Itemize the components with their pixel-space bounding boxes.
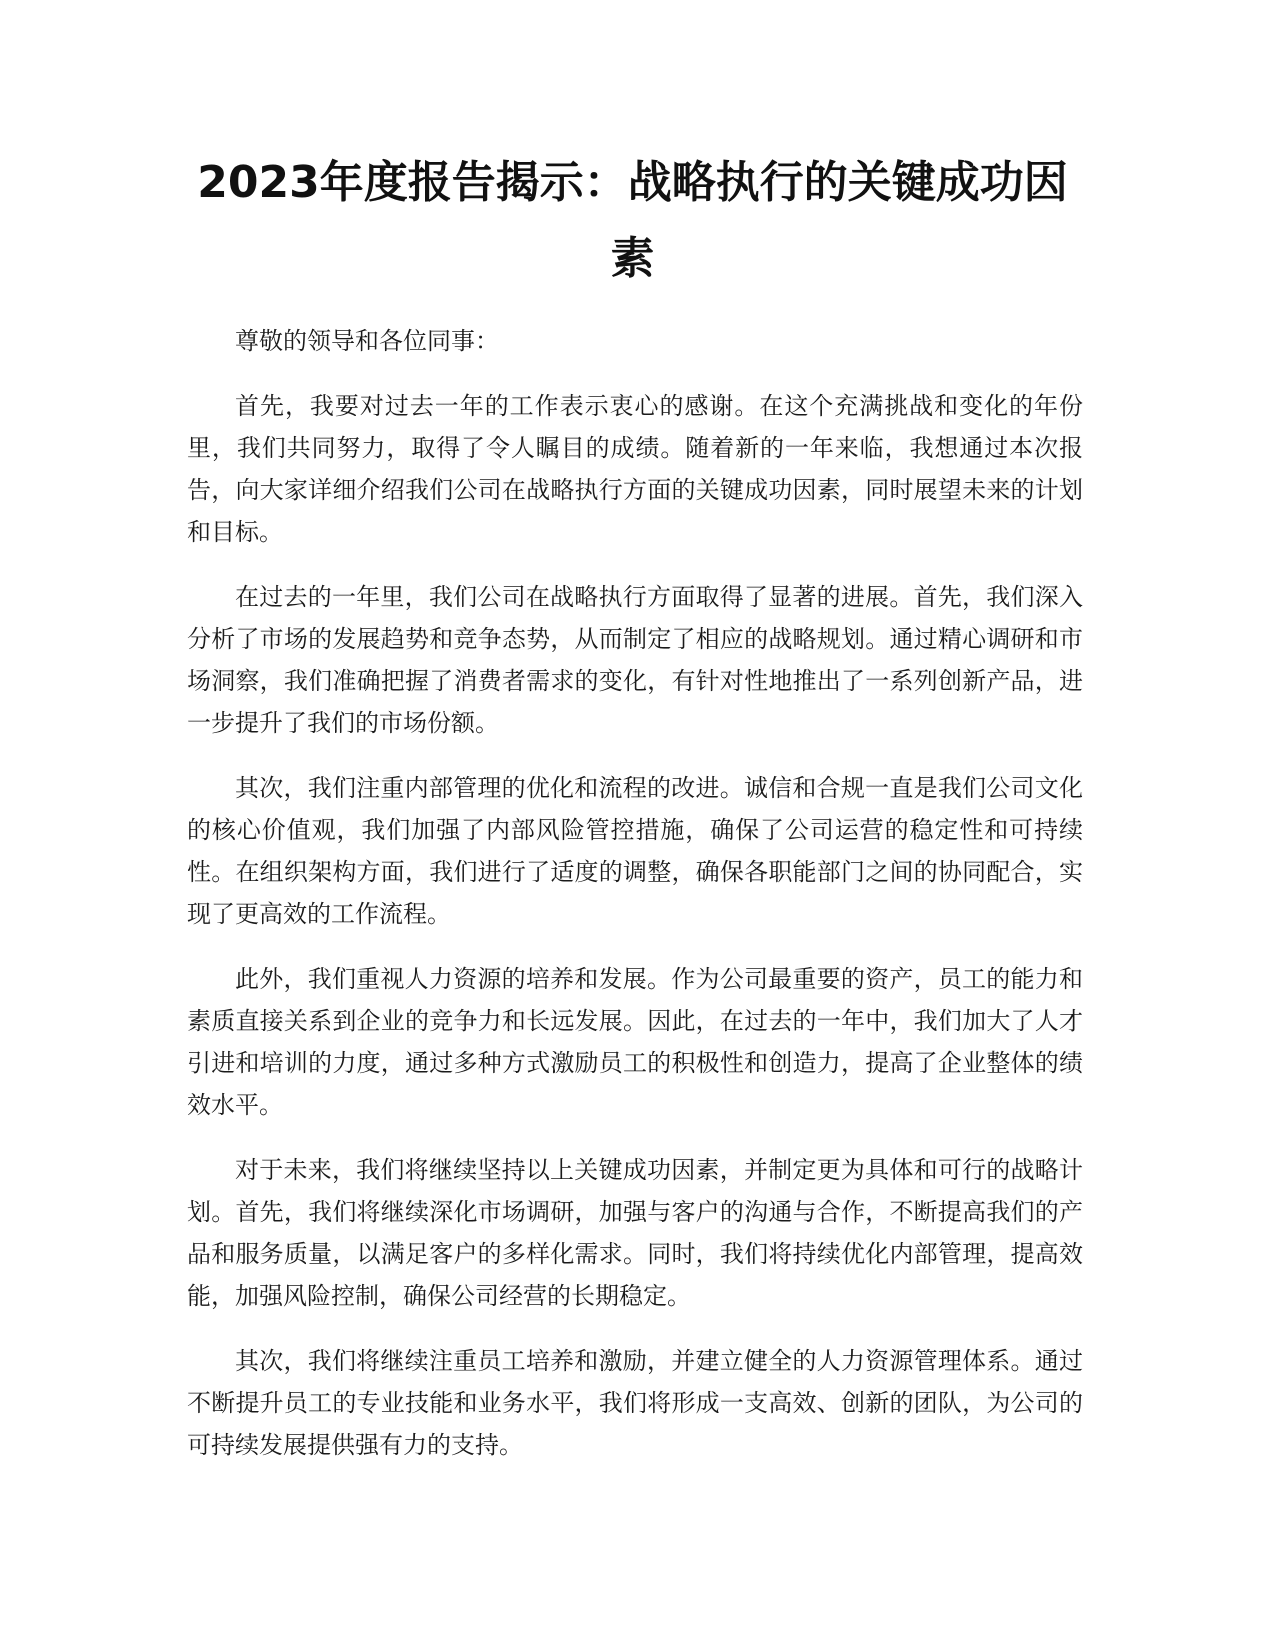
body-paragraph: 其次，我们将继续注重员工培养和激励，并建立健全的人力资源管理体系。通过不断提升员工的专业技能和业务水平，我们将形成一支高效、创新的团队，为公司的可持续发展提供强有力的支持。 xyxy=(187,1347,1083,1459)
body-paragraph: 对于未来，我们将继续坚持以上关键成功因素，并制定更为具体和可行的战略计划。首先，我们将继续深化市场调研，加强与客户的沟通与合作，不断提高我们的产品和服务质量，以满足客户的多样化需求。同时，我们将持续优化内部管理，提高效能，加强风险控制，确保公司经营的长期稳定。 xyxy=(187,1156,1083,1310)
document-body xyxy=(187,320,1083,1489)
document-title: 2023年度报告揭示：战略执行的关键成功因素 xyxy=(197,157,1068,284)
greeting-paragraph: 尊敬的领导和各位同事： xyxy=(235,327,499,355)
body-paragraph: 在过去的一年里，我们公司在战略执行方面取得了显著的进展。首先，我们深入分析了市场的发展趋势和竞争态势，从而制定了相应的战略规划。通过精心调研和市场洞察，我们准确把握了消费者需求的变化，有针对性地推出了一系列创新产品，进一步提升了我们的市场份额。 xyxy=(187,583,1083,737)
body-paragraph: 首先，我要对过去一年的工作表示衷心的感谢。在这个充满挑战和变化的年份里，我们共同努力，取得了令人瞩目的成绩。随着新的一年来临，我想通过本次报告，向大家详细介绍我们公司在战略执行方面的关键成功因素，同时展望未来的计划和目标。 xyxy=(187,392,1083,546)
body-paragraph: 其次，我们注重内部管理的优化和流程的改进。诚信和合规一直是我们公司文化的核心价值观，我们加强了内部风险管控措施，确保了公司运营的稳定性和可持续性。在组织架构方面，我们进行了适度的调整，确保各职能部门之间的协同配合，实现了更高效的工作流程。 xyxy=(187,774,1083,928)
body-paragraph: 此外，我们重视人力资源的培养和发展。作为公司最重要的资产，员工的能力和素质直接关系到企业的竞争力和长远发展。因此，在过去的一年中，我们加大了人才引进和培训的力度，通过多种方式激励员工的积极性和创造力，提高了企业整体的绩效水平。 xyxy=(187,965,1083,1119)
